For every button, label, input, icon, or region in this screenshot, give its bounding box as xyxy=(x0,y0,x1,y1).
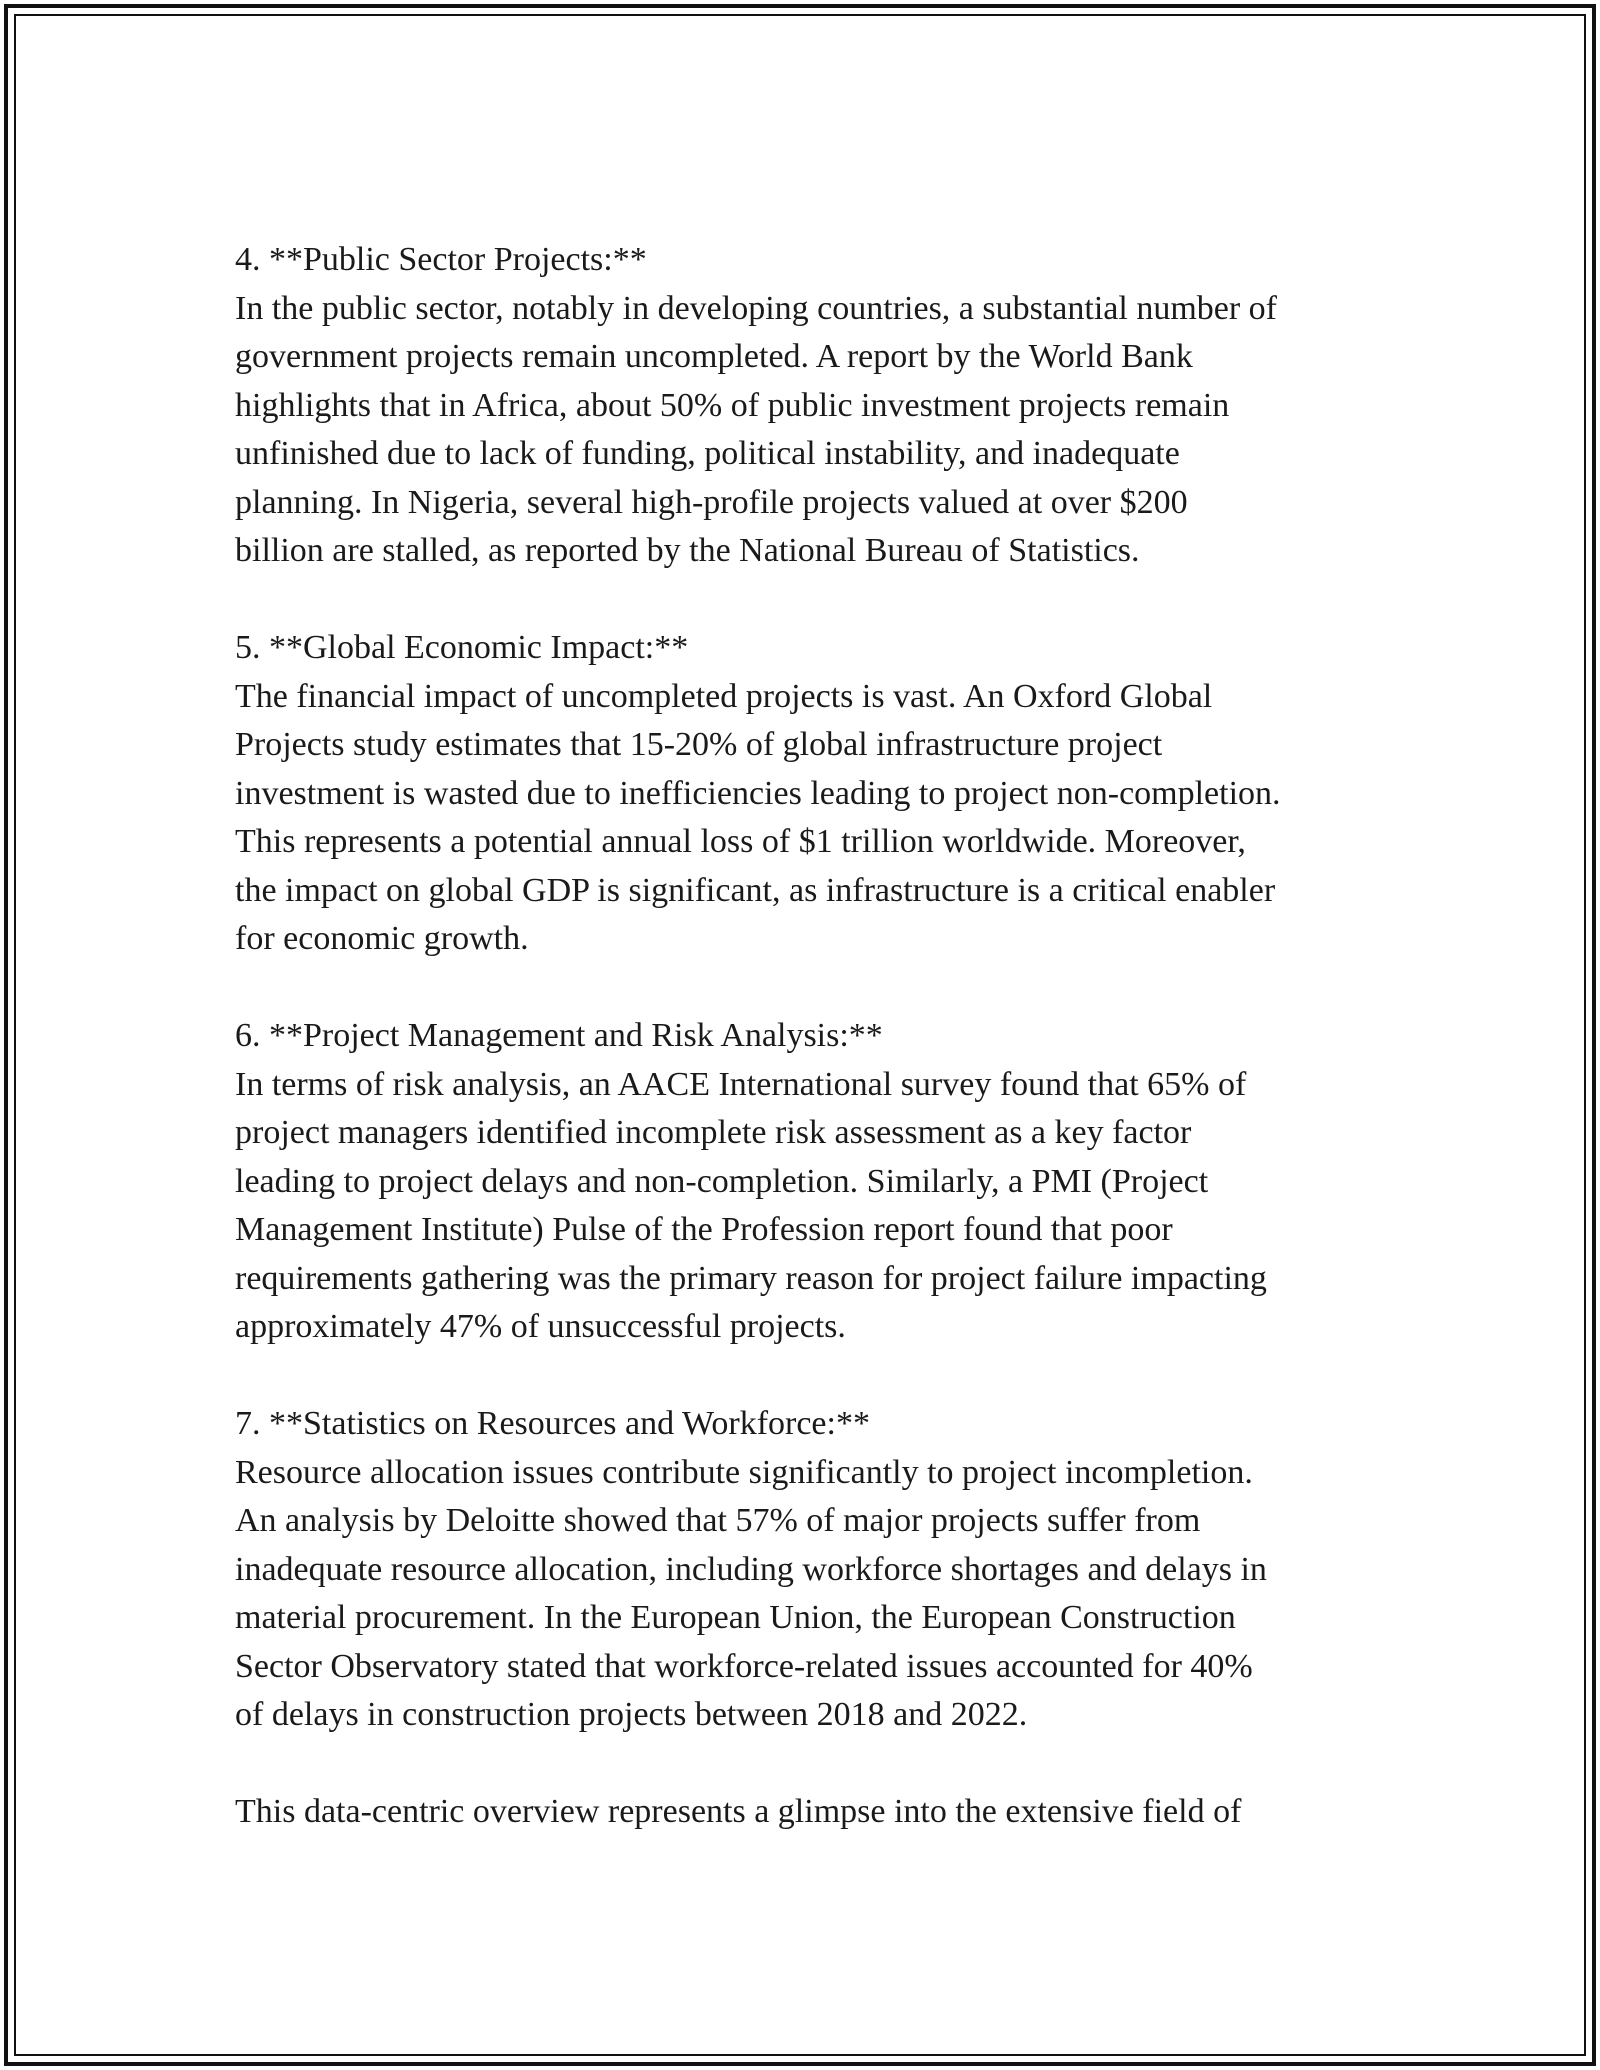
text-line: Sector Observatory stated that workforce-related issues accounted for 40% xyxy=(235,1647,1253,1685)
section-heading: 4. **Public Sector Projects:** xyxy=(235,241,647,278)
document-body xyxy=(235,236,1385,1885)
section-public-sector-projects xyxy=(235,236,1385,576)
section-paragraph xyxy=(235,1449,1385,1740)
text-line: material procurement. In the European Union, the European Construction xyxy=(235,1599,1236,1636)
text-line: Projects study estimates that 15-20% of global infrastructure project xyxy=(235,726,1163,763)
section-heading: 7. **Statistics on Resources and Workforce:** xyxy=(235,1405,870,1442)
text-line: unfinished due to lack of funding, political instability, and inadequate xyxy=(235,435,1180,472)
section-resources-workforce xyxy=(235,1400,1385,1740)
text-line: project managers identified incomplete risk assessment as a key factor xyxy=(235,1114,1192,1151)
text-line: An analysis by Deloitte showed that 57% of major projects suffer from xyxy=(235,1502,1201,1539)
text-line: highlights that in Africa, about 50% of public investment projects remain xyxy=(235,386,1230,424)
text-line: billion are stalled, as reported by the National Bureau of Statistics. xyxy=(235,532,1140,569)
section-heading: 5. **Global Economic Impact:** xyxy=(235,629,689,666)
text-line: the impact on global GDP is significant, as infrastructure is a critical enabler xyxy=(235,871,1276,909)
text-line: Management Institute) Pulse of the Profession report found that poor xyxy=(235,1211,1173,1248)
closing-paragraph xyxy=(235,1788,1385,1837)
text-line: leading to project delays and non-completion. Similarly, a PMI (Project xyxy=(235,1162,1209,1200)
text-line: requirements gathering was the primary reason for project failure impacting xyxy=(235,1259,1267,1297)
text-line: approximately 47% of unsuccessful projects. xyxy=(235,1308,846,1345)
text-line: This represents a potential annual loss of $1 trillion worldwide. Moreover, xyxy=(235,823,1246,860)
section-paragraph xyxy=(235,673,1385,964)
text-line: inadequate resource allocation, including workforce shortages and delays in xyxy=(235,1550,1267,1588)
section-paragraph xyxy=(235,285,1385,576)
text-line: for economic growth. xyxy=(235,920,529,957)
section-heading: 6. **Project Management and Risk Analysis:** xyxy=(235,1017,883,1054)
section-paragraph xyxy=(235,1788,1385,1837)
text-line: The financial impact of uncompleted projects is vast. An Oxford Global xyxy=(235,677,1213,715)
text-line: of delays in construction projects between 2018 and 2022. xyxy=(235,1696,1028,1733)
text-line: In the public sector, notably in developing countries, a substantial number of xyxy=(235,289,1277,327)
text-line: planning. In Nigeria, several high-profile projects valued at over $200 xyxy=(235,483,1188,521)
section-global-economic-impact xyxy=(235,624,1385,964)
text-line: This data-centric overview represents a glimpse into the extensive field of xyxy=(235,1793,1242,1830)
text-line: investment is wasted due to inefficiencies leading to project non-completion. xyxy=(235,774,1281,812)
section-project-management-risk xyxy=(235,1012,1385,1352)
text-line: government projects remain uncompleted. A report by the World Bank xyxy=(235,338,1193,375)
section-paragraph xyxy=(235,1061,1385,1352)
text-line: Resource allocation issues contribute significantly to project incompletion. xyxy=(235,1453,1253,1491)
text-line: In terms of risk analysis, an AACE International survey found that 65% of xyxy=(235,1065,1247,1103)
